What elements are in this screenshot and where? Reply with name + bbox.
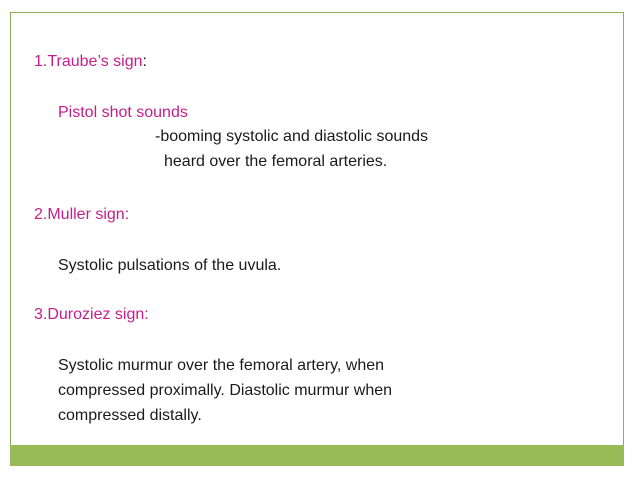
section-1-line-1: -booming systolic and diastolic sounds: [155, 128, 429, 145]
section-1-heading-text: 1.Traube’s sign: [34, 53, 143, 70]
section-3-line-2: compressed proximally. Diastolic murmur when: [58, 382, 393, 399]
section-3-line-1: Systolic murmur over the femoral artery, when: [58, 357, 385, 374]
section-1-heading-colon: :: [142, 53, 147, 70]
section-2-line-1: Systolic pulsations of the uvula.: [58, 257, 282, 274]
slide-bottom-bar: [10, 445, 624, 466]
section-3-line-3: compressed distally.: [58, 407, 202, 424]
section-1-subheading: Pistol shot sounds: [58, 104, 188, 121]
section-1-line-2: heard over the femoral arteries.: [164, 153, 388, 170]
section-1-heading: [34, 52, 147, 72]
section-2-heading: 2.Muller sign:: [34, 206, 130, 223]
section-3-heading: 3.Duroziez sign:: [34, 306, 149, 323]
